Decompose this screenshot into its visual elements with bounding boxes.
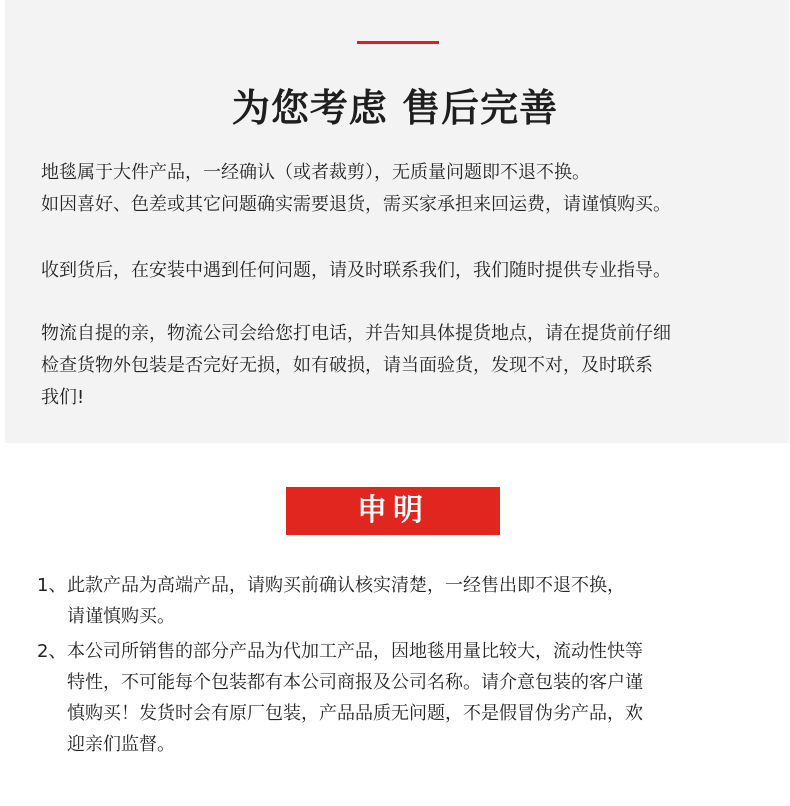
declaration-item-2 [37, 636, 757, 760]
declaration-line: 慎购买！发货时会有原厂包装，产品品质无问题，不是假冒伪劣产品，欢 [67, 703, 643, 724]
item-number: 1、 [37, 575, 67, 596]
declaration-line: 本公司所销售的部分产品为代加工产品，因地毯用量比较大，流动性快等 [67, 641, 643, 662]
policy-line: 如因喜好、色差或其它问题确实需要退货，需买家承担来回运费，请谨慎购买。 [41, 194, 671, 215]
policy-line: 物流自提的亲，物流公司会给您打电话，并告知具体提货地点，请在提货前仔细 [41, 323, 671, 344]
policy-paragraph-logistics [41, 318, 781, 414]
policy-line: 检查货物外包装是否完好无损，如有破损，请当面验货，发现不对，及时联系 [41, 355, 653, 376]
declaration-line: 此款产品为高端产品，请购买前确认核实清楚，一经售出即不退不换， [67, 575, 625, 596]
declaration-line: 迎亲们监督。 [67, 734, 175, 755]
accent-bar [357, 41, 439, 44]
declaration-line: 请谨慎购买。 [67, 606, 175, 627]
page-title: 为您考虑 售后完善 [231, 86, 559, 130]
declaration-line: 特性，不可能每个包装都有本公司商报及公司名称。请介意包装的客户谨 [67, 672, 643, 693]
policy-paragraph-installation [41, 255, 781, 287]
policy-line: 地毯属于大件产品，一经确认（或者裁剪），无质量问题即不退不换。 [41, 162, 590, 183]
policy-line: 收到货后，在安装中遇到任何问题，请及时联系我们，我们随时提供专业指导。 [41, 260, 671, 281]
declaration-item-1 [37, 570, 757, 632]
policy-paragraph-return [41, 157, 781, 221]
policy-line: 我们! [41, 387, 85, 408]
item-number: 2、 [37, 641, 67, 662]
declaration-banner: 申明 [286, 487, 500, 535]
